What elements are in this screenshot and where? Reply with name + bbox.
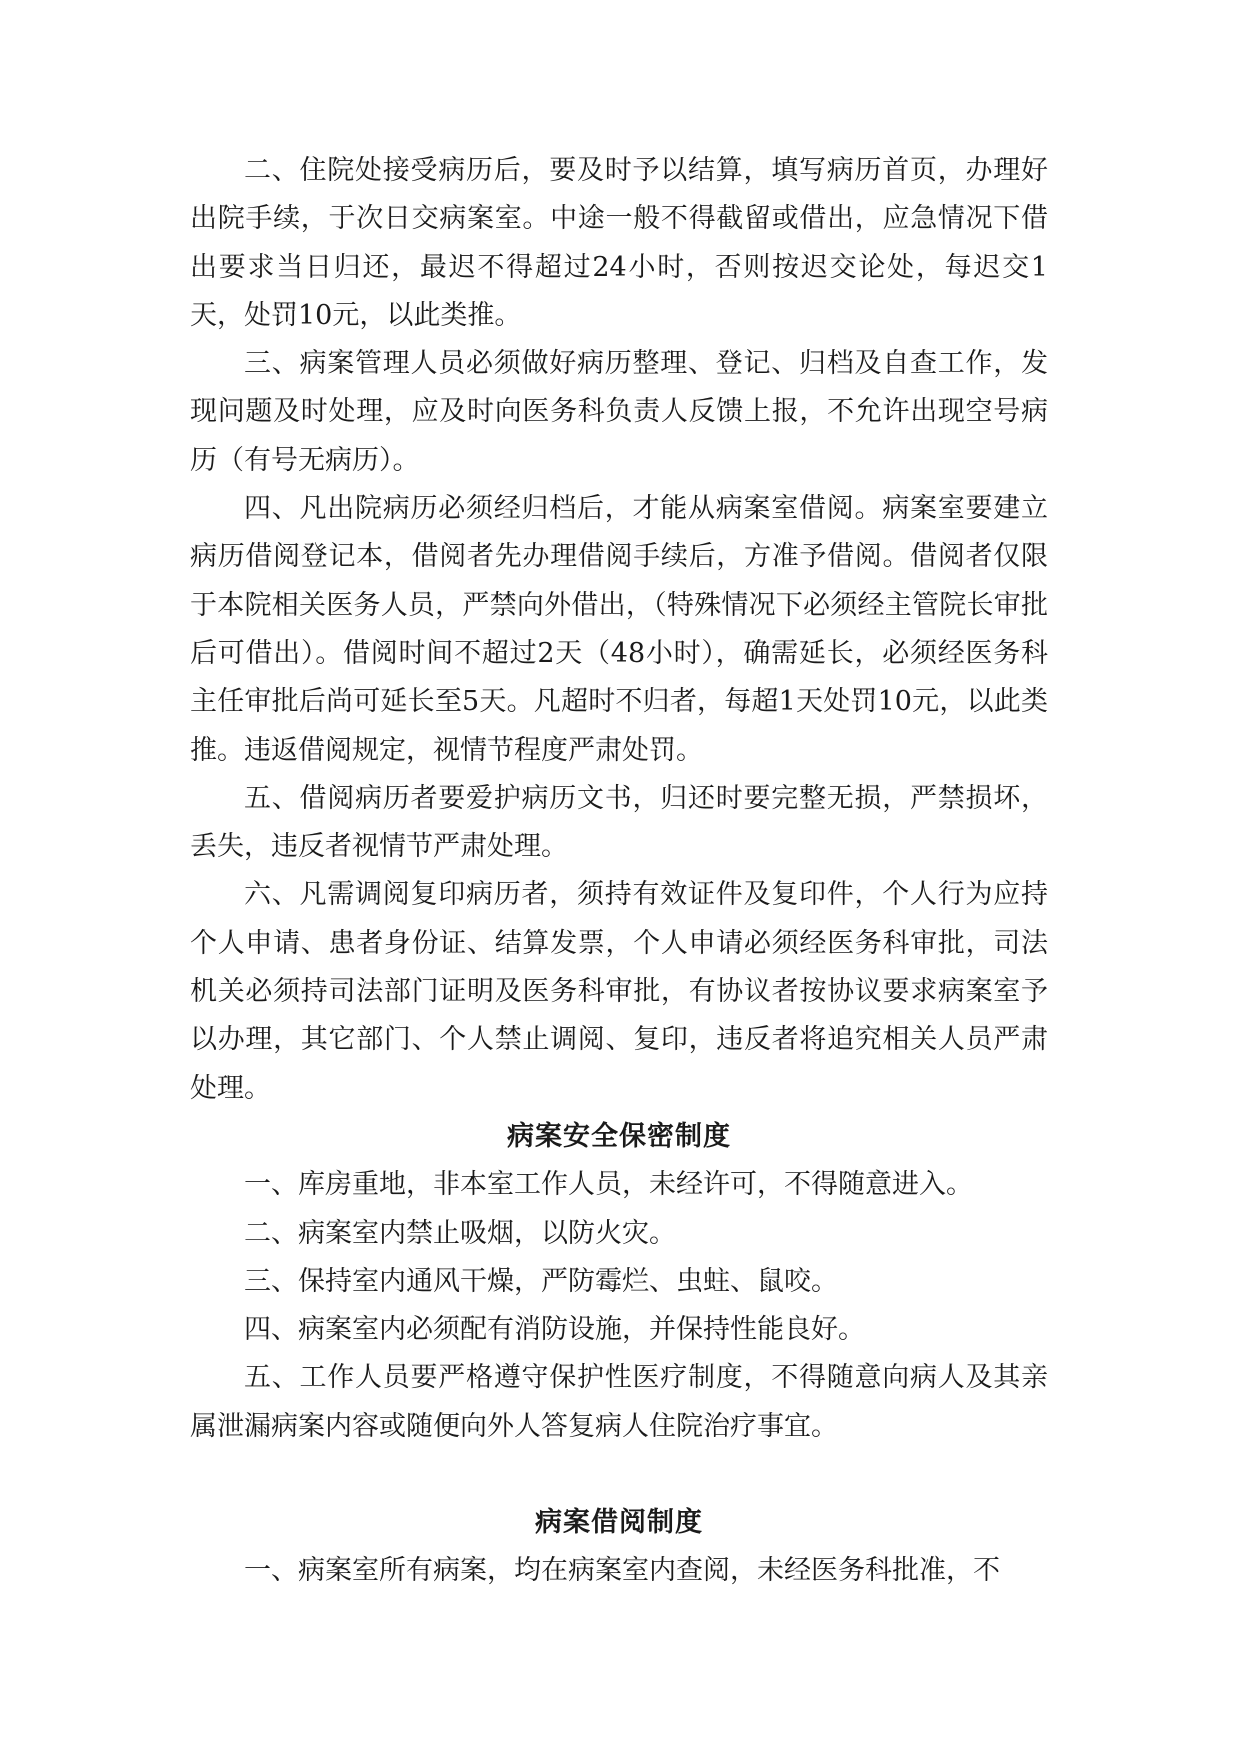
section-title-security: 病案安全保密制度: [507, 1120, 731, 1152]
security-item-4: 四、病案室内必须配有消防设施，并保持性能良好。: [244, 1314, 865, 1346]
section-spacer: [190, 1451, 1048, 1499]
section-borrowing: [190, 1499, 1048, 1596]
security-item-2: 二、病案室内禁止吸烟，以防火灾。: [244, 1217, 676, 1249]
section-security: [190, 1113, 1048, 1451]
paragraph-6: 六、凡需调阅复印病历者，须持有效证件及复印件，个人行为应持个人申请、患者身份证、结算发票，个人申请必须经医务科审批，司法机关必须持司法部门证明及医务科审批，有协议者按协议要求病案室予以办理，其它部门、个人禁止调阅、复印，违反者将追究相关人员严肃处理。: [190, 879, 1048, 1104]
security-item-1: 一、库房重地，非本室工作人员，未经许可，不得随意进入。: [244, 1169, 973, 1201]
security-item-3: 三、保持室内通风干燥，严防霉烂、虫蛀、鼠咬。: [244, 1265, 838, 1297]
paragraph-2: 二、住院处接受病历后，要及时予以结算，填写病历首页，办理好出院手续，于次日交病案室。中途一般不得截留或借出，应急情况下借出要求当日归还，最迟不得超过24小时，否则按迟交论处，每迟交1天，处罚10元，以此类推。: [190, 155, 1048, 331]
paragraph-4: 四、凡出院病历必须经归档后，才能从病案室借阅。病案室要建立病历借阅登记本，借阅者先办理借阅手续后，方准予借阅。借阅者仅限于本院相关医务人员，严禁向外借出，（特殊情况下必须经主管院长审批后可借出）。借阅时间不超过2天（48小时），确需延长，必须经医务科主任审批后尚可延长至5天。凡超时不归者，每超1天处罚10元，以此类推。违返借阅规定，视情节程度严肃处罚。: [190, 493, 1048, 766]
paragraph-5: 五、借阅病历者要爱护病历文书，归还时要完整无损，严禁损坏，丢失，违反者视情节严肃处理。: [190, 782, 1048, 863]
paragraph-3: 三、病案管理人员必须做好病历整理、登记、归档及自查工作，发现问题及时处理，应及时向医务科负责人反馈上报，不允许出现空号病历（有号无病历）。: [190, 348, 1048, 476]
security-item-5: 五、工作人员要严格遵守保护性医疗制度，不得随意向病人及其亲属泄漏病案内容或随便向外人答复病人住院治疗事宜。: [190, 1362, 1048, 1442]
section-record-handling: [190, 147, 1048, 1113]
document-page: [190, 147, 1048, 1596]
borrowing-item-1: 一、病案室所有病案，均在病案室内查阅，未经医务科批准，不: [244, 1555, 1000, 1587]
section-title-borrowing: 病案借阅制度: [535, 1507, 703, 1539]
